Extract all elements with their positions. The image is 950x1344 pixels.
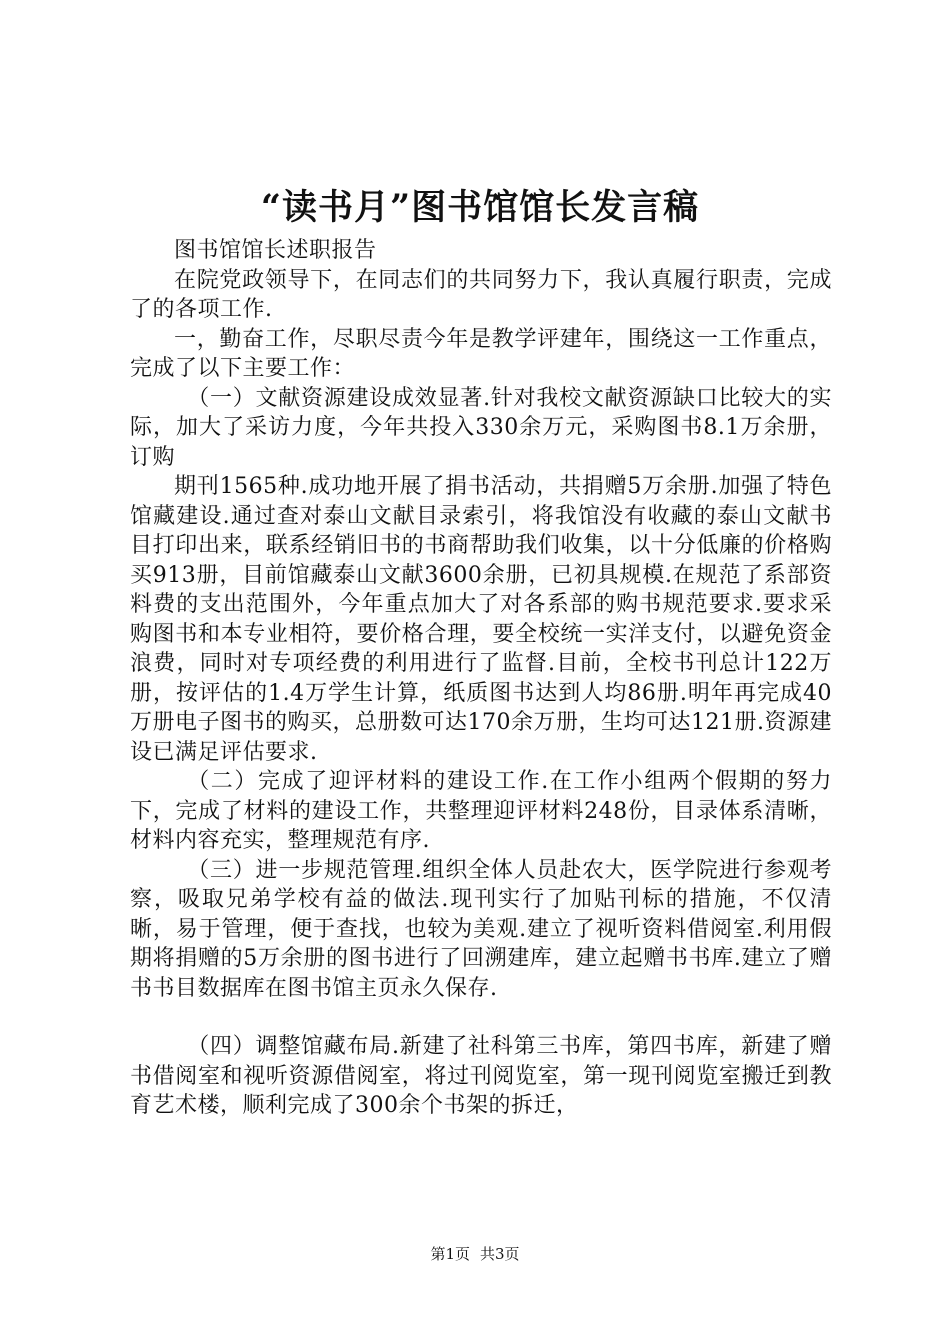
paragraph-item-1-cont: 期刊1565种.成功地开展了捐书活动，共捐赠5万余册.加强了特色馆藏建设.通过查对泰山文献目录索引，将我馆没有收藏的泰山文献书目打印出来，联系经销旧书的书商帮助我们收集，以十分低廉的价格购买913册，目前馆藏泰山文献3600余册，已初具规模.在规范了系部资料费的支出范围外，今年重点加大了对各系部的购书规范要求.要求采购图书和本专业相符，要价格合理，要全校统一实洋支付，以避免资金浪费，同时对专项经费的利用进行了监督.目前，全校书刊总计122万册，按评估的1.4万学生计算，纸质图书达到人均86册.明年再完成40万册电子图书的购买，总册数可达170余万册，生均可达121册.资源建设已满足评估要求. — [130, 474, 832, 765]
paragraph-section-one: 一，勤奋工作，尽职尽责今年是教学评建年，围绕这一工作重点，完成了以下主要工作： — [130, 326, 832, 381]
page-footer — [0, 1244, 950, 1264]
paragraph-subtitle: 图书馆馆长述职报告 — [174, 238, 377, 263]
paragraph-item-1: （一）文献资源建设成效显著.针对我校文献资源缺口比较大的实际，加大了采访力度，今年共投入330余万元，采购图书8.1万余册，订购 — [130, 385, 832, 470]
paragraph-item-3: （三）进一步规范管理.组织全体人员赴农大，医学院进行参观考察，吸取兄弟学校有益的做法.现刊实行了加贴刊标的措施，不仅清晰，易于管理，便于查找，也较为美观.建立了视听资料借阅室.利用假期将捐赠的5万余册的图书进行了回溯建库，建立起赠书书库.建立了赠书书目数据库在图书馆主页永久保存. — [130, 857, 832, 1001]
page-number: 第1页 — [430, 1245, 470, 1263]
paragraph-intro: 在院党政领导下，在同志们的共同努力下，我认真履行职责，完成了的各项工作. — [130, 267, 832, 322]
paragraph-item-4: （四）调整馆藏布局.新建了社科第三书库，第四书库，新建了赠书借阅室和视听资源借阅室，将过刊阅览室，第一现刊阅览室搬迁到教育艺术楼，顺利完成了300余个书架的拆迁， — [130, 1034, 832, 1118]
document-title: “读书月”图书馆馆长发言稿 — [260, 187, 700, 228]
document-body — [130, 236, 832, 1121]
page-total: 共3页 — [480, 1245, 520, 1263]
paragraph-item-2: （二）完成了迎评材料的建设工作.在工作小组两个假期的努力下，完成了材料的建设工作，共整理迎评材料248份，目录体系清晰，材料内容充实，整理规范有序. — [130, 769, 832, 853]
